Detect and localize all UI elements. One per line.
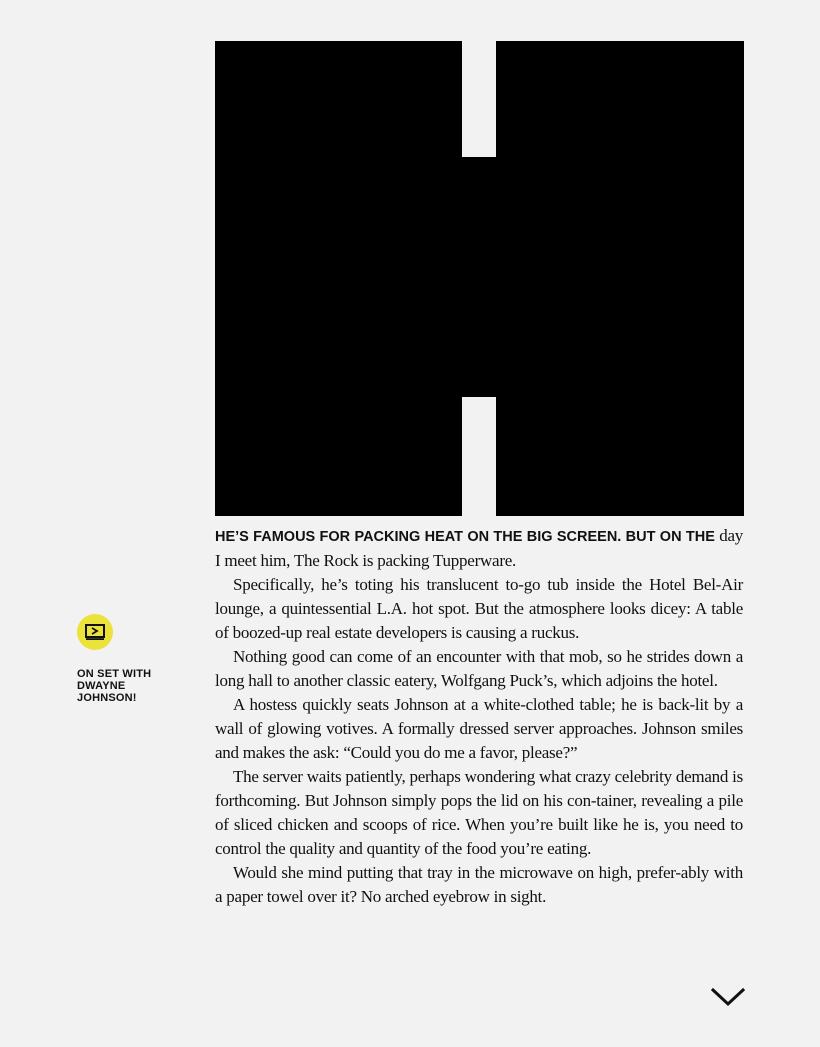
body-paragraph: A hostess quickly seats Johnson at a white-clothed table; he is back-lit by a wall of glowing votives. A formally dressed server approaches. Johnson smiles and makes the ask: “Could you do me a favor, please?” (215, 695, 743, 762)
article-body (215, 524, 743, 909)
drop-cap-h-shape (215, 41, 744, 516)
video-caption-link[interactable]: ON SET WITH DWAYNE JOHNSON! (77, 668, 152, 704)
video-badge-button[interactable] (77, 614, 113, 650)
body-paragraph: Specifically, he’s toting his translucent to-go tub inside the Hotel Bel-Air lounge, a quintessential L.A. hot spot. But the atmosphere looks dicey: A table of boozed-up real estate developers is causing a ruckus. (215, 575, 743, 642)
lead-paragraph (215, 524, 743, 573)
body-paragraph: Would she mind putting that tray in the microwave on high, prefer-ably with a paper towel over it? No arched eyebrow in sight. (215, 863, 743, 906)
video-play-icon (85, 624, 105, 640)
next-page-button[interactable] (710, 984, 746, 1010)
drop-cap-letter-h (215, 41, 744, 516)
body-paragraph: The server waits patiently, perhaps wondering what crazy celebrity demand is forthcoming. But Johnson simply pops the lid on his con-tainer, revealing a pile of sliced chicken and scoops of rice. When you’re built like he is, you need to control the quality and quantity of the food you’re eating. (215, 767, 744, 858)
video-sidebar (77, 614, 187, 704)
lead-in-text: HE’S FAMOUS FOR PACKING HEAT ON THE BIG SCREEN. BUT ON THE (215, 529, 715, 545)
lead-paragraph-rest: day I meet him, The Rock is packing Tupperware. (215, 526, 744, 570)
body-paragraph: Nothing good can come of an encounter with that mob, so he strides down a long hall to another classic eatery, Wolfgang Puck’s, which adjoins the hotel. (215, 647, 743, 690)
chevron-down-icon (710, 984, 746, 1010)
drop-cap-h-glyph (215, 41, 744, 516)
